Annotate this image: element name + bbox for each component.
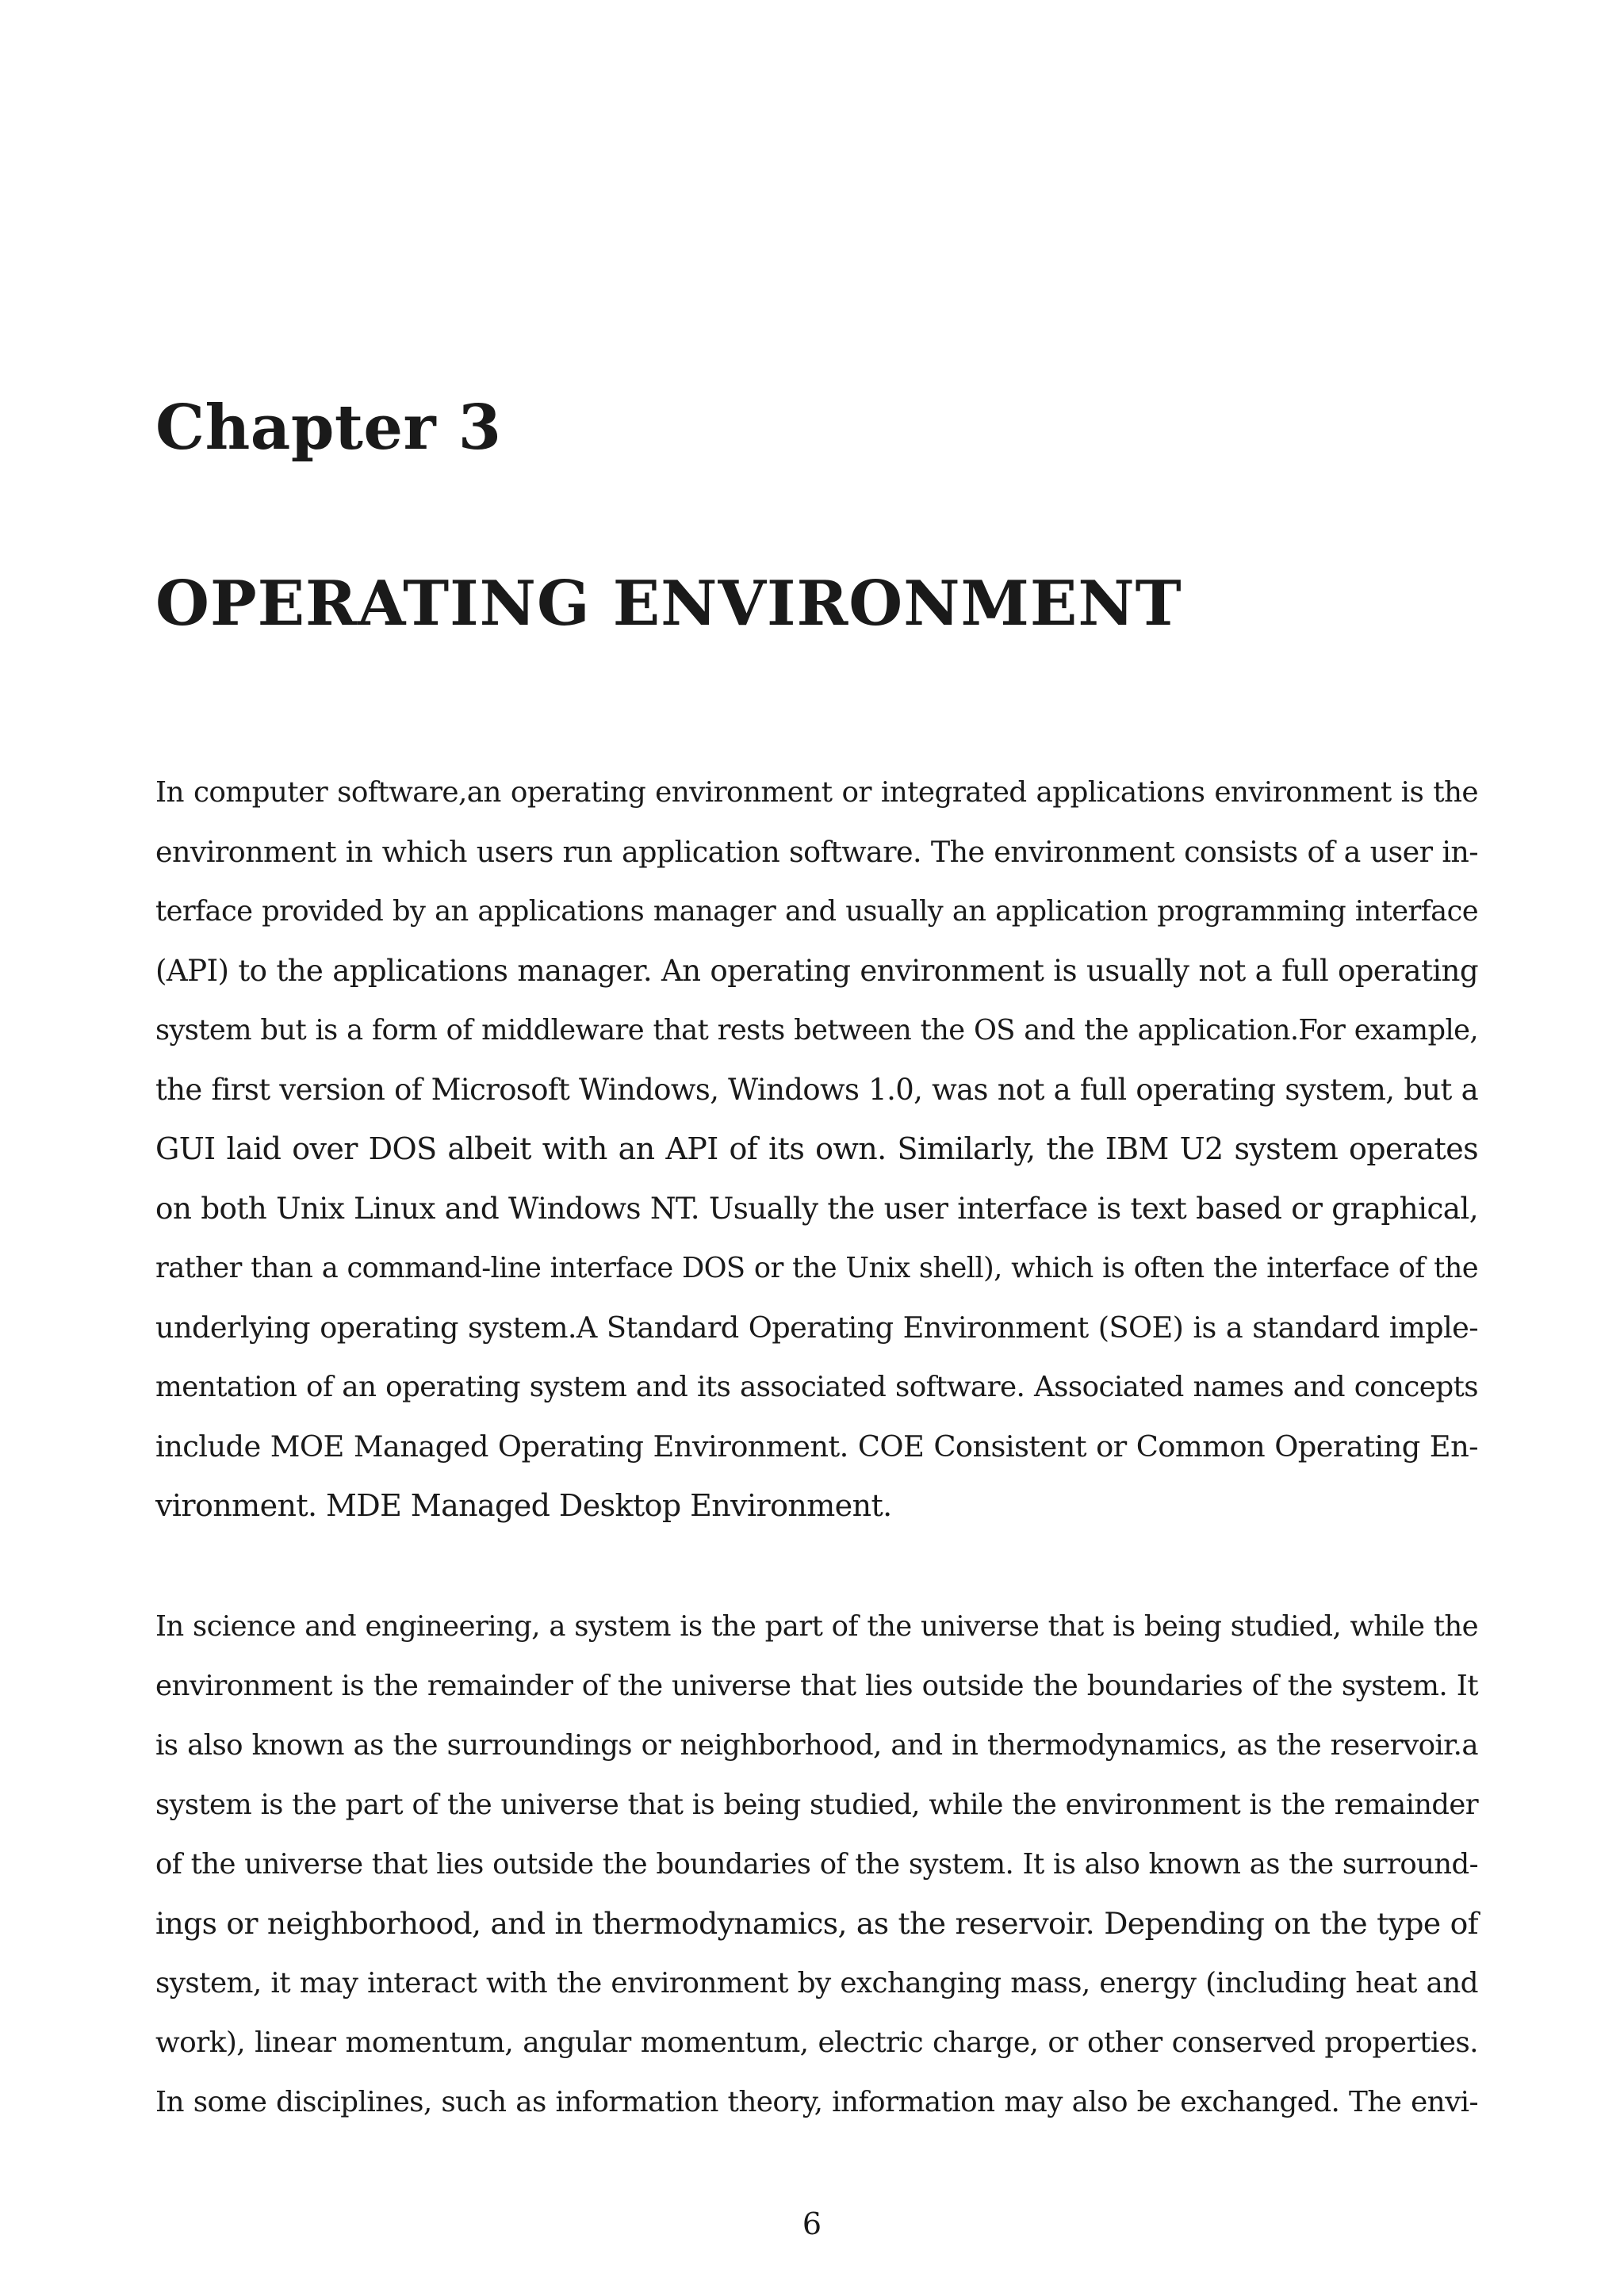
paragraph-line: the first version of Microsoft Windows, Windows 1.0, was not a full operating system, but a xyxy=(155,1073,1478,1107)
paragraph-line: include MOE Managed Operating Environment. COE Consistent or Common Operating En- xyxy=(155,1429,1478,1464)
paragraph-line: system is the part of the universe that is being studied, while the environment is the remainder xyxy=(155,1789,1478,1821)
paragraph-line: In computer software,an operating environment or integrated applications environment is the xyxy=(155,776,1478,809)
paragraph-line: vironment. MDE Managed Desktop Environment. xyxy=(155,1488,892,1523)
paragraph-line: In some disciplines, such as information theory, information may also be exchanged. The envi- xyxy=(155,2086,1478,2118)
paragraph-2 xyxy=(155,1597,1478,2132)
paragraph-line: system, it may interact with the environment by exchanging mass, energy (including heat and xyxy=(155,1967,1478,1999)
paragraph-line: system but is a form of middleware that rests between the OS and the application.For example, xyxy=(155,1014,1478,1047)
paragraph-line: environment is the remainder of the universe that lies outside the boundaries of the system. It xyxy=(155,1670,1478,1702)
paragraph-line: terface provided by an applications manager and usually an application programming interface xyxy=(155,895,1478,928)
paragraph-line: In science and engineering, a system is the part of the universe that is being studied, while the xyxy=(155,1610,1478,1643)
paragraph-line: work), linear momentum, angular momentum, electric charge, or other conserved properties. xyxy=(155,2026,1478,2059)
paragraph-1 xyxy=(155,763,1478,1536)
paragraph-line: is also known as the surroundings or neighborhood, and in thermodynamics, as the reservoir.a xyxy=(155,1729,1478,1762)
paragraph-line: environment in which users run application software. The environment consists of a user in- xyxy=(155,835,1478,869)
paragraph-line: (API) to the applications manager. An operating environment is usually not a full operating xyxy=(155,954,1478,988)
chapter-title: OPERATING ENVIRONMENT xyxy=(155,568,1182,640)
paragraph-line: rather than a command-line interface DOS or the Unix shell), which is often the interface of the xyxy=(155,1252,1478,1284)
paragraph-line: mentation of an operating system and its associated software. Associated names and concepts xyxy=(155,1371,1478,1403)
paragraph-line: of the universe that lies outside the boundaries of the system. It is also known as the surround- xyxy=(155,1848,1478,1881)
paragraph-line: ings or neighborhood, and in thermodynamics, as the reservoir. Depending on the type of xyxy=(155,1906,1478,1941)
paragraph-line: underlying operating system.A Standard Operating Environment (SOE) is a standard imple- xyxy=(155,1311,1478,1345)
paragraph-line: GUI laid over DOS albeit with an API of its own. Similarly, the IBM U2 system operates xyxy=(155,1131,1478,1166)
page-number: 6 xyxy=(802,2206,822,2241)
paragraph-line: on both Unix Linux and Windows NT. Usually the user interface is text based or graphical, xyxy=(155,1191,1478,1226)
chapter-label: Chapter 3 xyxy=(155,392,502,464)
